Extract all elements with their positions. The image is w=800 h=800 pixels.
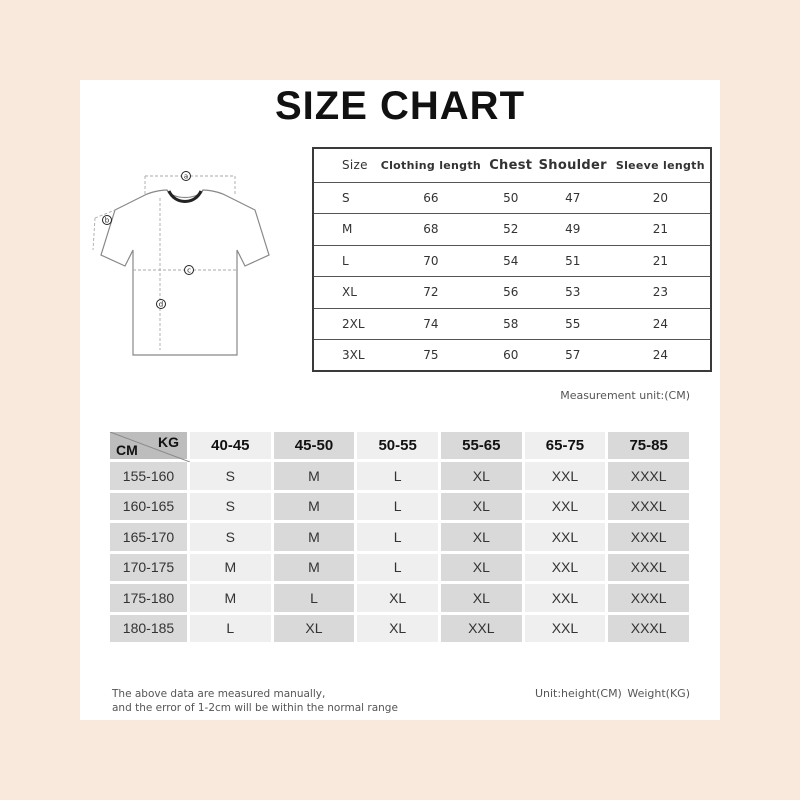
header-sleeve-length: Sleeve length bbox=[615, 158, 705, 172]
value-cell: 24 bbox=[611, 340, 711, 372]
size-cell: XL bbox=[313, 277, 375, 309]
size-cell: XXXL bbox=[608, 584, 692, 615]
grid-row bbox=[110, 462, 692, 493]
value-cell: 58 bbox=[487, 308, 535, 340]
footer-unit-note: Unit:height(CM) Weight(KG) bbox=[534, 687, 690, 700]
size-cell: XXL bbox=[525, 462, 609, 493]
size-cell: S bbox=[190, 523, 274, 554]
weight-header-row bbox=[110, 432, 692, 462]
size-cell: XXXL bbox=[608, 493, 692, 524]
size-cell: XL bbox=[357, 584, 441, 615]
value-cell: 20 bbox=[611, 182, 711, 214]
size-cell: S bbox=[190, 462, 274, 493]
value-cell: 21 bbox=[611, 245, 711, 277]
value-cell: 60 bbox=[487, 340, 535, 372]
size-cell: 2XL bbox=[313, 308, 375, 340]
measurement-table bbox=[312, 147, 712, 372]
size-cell: M bbox=[190, 584, 274, 615]
header-shoulder: Shoulder bbox=[538, 157, 607, 173]
size-cell: XL bbox=[441, 584, 525, 615]
value-cell: 52 bbox=[487, 214, 535, 246]
value-cell: 70 bbox=[375, 245, 487, 277]
size-cell: L bbox=[357, 523, 441, 554]
size-cell: XL bbox=[274, 615, 358, 646]
size-cell: S bbox=[190, 493, 274, 524]
diagram-label-b: b bbox=[104, 216, 110, 225]
weight-header: 55-65 bbox=[441, 432, 525, 462]
value-cell: 47 bbox=[535, 182, 611, 214]
value-cell: 72 bbox=[375, 277, 487, 309]
measurement-row bbox=[313, 308, 711, 340]
value-cell: 56 bbox=[487, 277, 535, 309]
measurement-row bbox=[313, 340, 711, 372]
measurement-row bbox=[313, 182, 711, 214]
value-cell: 50 bbox=[487, 182, 535, 214]
measurement-row bbox=[313, 245, 711, 277]
weight-header: 40-45 bbox=[190, 432, 274, 462]
size-cell: XL bbox=[357, 615, 441, 646]
size-cell: M bbox=[190, 554, 274, 585]
size-cell: XXL bbox=[525, 584, 609, 615]
size-cell: XXL bbox=[525, 523, 609, 554]
size-cell: XXL bbox=[441, 615, 525, 646]
grid-corner bbox=[110, 432, 190, 462]
header-clothing-length: Clothing length bbox=[380, 158, 482, 172]
weight-header: 50-55 bbox=[357, 432, 441, 462]
value-cell: 54 bbox=[487, 245, 535, 277]
value-cell: 74 bbox=[375, 308, 487, 340]
size-cell: XXL bbox=[525, 493, 609, 524]
value-cell: 75 bbox=[375, 340, 487, 372]
grid-row bbox=[110, 615, 692, 646]
measurement-unit-note: Measurement unit:(CM) bbox=[560, 389, 690, 402]
size-cell: M bbox=[274, 493, 358, 524]
size-cell: XL bbox=[441, 523, 525, 554]
value-cell: 51 bbox=[535, 245, 611, 277]
size-cell: L bbox=[357, 462, 441, 493]
size-cell: XL bbox=[441, 554, 525, 585]
value-cell: 66 bbox=[375, 182, 487, 214]
size-cell: L bbox=[357, 493, 441, 524]
grid-row bbox=[110, 584, 692, 615]
size-cell: XXXL bbox=[608, 554, 692, 585]
size-cell: M bbox=[313, 214, 375, 246]
footer-note-line-1: The above data are measured manually, bbox=[112, 688, 326, 700]
page-title: SIZE CHART bbox=[275, 84, 525, 128]
size-cell: XXL bbox=[525, 615, 609, 646]
height-weight-grid bbox=[110, 432, 692, 645]
weight-header: 45-50 bbox=[274, 432, 358, 462]
size-cell: XXXL bbox=[608, 523, 692, 554]
diagram-label-c: c bbox=[187, 266, 191, 275]
height-cell: 175-180 bbox=[110, 584, 190, 615]
size-cell: S bbox=[313, 182, 375, 214]
grid-row bbox=[110, 523, 692, 554]
weight-header: 65-75 bbox=[525, 432, 609, 462]
size-cell: M bbox=[274, 523, 358, 554]
size-cell: M bbox=[274, 554, 358, 585]
value-cell: 53 bbox=[535, 277, 611, 309]
weight-header: 75-85 bbox=[608, 432, 692, 462]
size-cell: L bbox=[274, 584, 358, 615]
value-cell: 68 bbox=[375, 214, 487, 246]
size-cell: XXXL bbox=[608, 615, 692, 646]
measurement-row bbox=[313, 214, 711, 246]
tshirt-diagram bbox=[85, 160, 285, 370]
size-cell: XXL bbox=[525, 554, 609, 585]
diagram-label-d: d bbox=[158, 300, 164, 309]
diagram-label-a: a bbox=[183, 172, 189, 181]
size-cell: XL bbox=[441, 462, 525, 493]
height-cell: 165-170 bbox=[110, 523, 190, 554]
height-cell: 155-160 bbox=[110, 462, 190, 493]
value-cell: 23 bbox=[611, 277, 711, 309]
measurement-header-row bbox=[313, 148, 711, 182]
size-cell: XXXL bbox=[608, 462, 692, 493]
header-size: Size bbox=[342, 158, 368, 173]
value-cell: 21 bbox=[611, 214, 711, 246]
corner-kg-label: KG bbox=[158, 434, 179, 450]
header-chest: Chest bbox=[489, 157, 533, 173]
footer-note-line-2: and the error of 1-2cm will be within the normal range bbox=[112, 702, 398, 714]
value-cell: 55 bbox=[535, 308, 611, 340]
size-cell: M bbox=[274, 462, 358, 493]
height-cell: 180-185 bbox=[110, 615, 190, 646]
size-cell: L bbox=[357, 554, 441, 585]
corner-cm-label: CM bbox=[116, 442, 138, 458]
value-cell: 49 bbox=[535, 214, 611, 246]
height-cell: 170-175 bbox=[110, 554, 190, 585]
value-cell: 57 bbox=[535, 340, 611, 372]
footer-note bbox=[112, 687, 398, 715]
grid-row bbox=[110, 554, 692, 585]
grid-row bbox=[110, 493, 692, 524]
size-cell: L bbox=[190, 615, 274, 646]
height-cell: 160-165 bbox=[110, 493, 190, 524]
measurement-row bbox=[313, 277, 711, 309]
size-cell: L bbox=[313, 245, 375, 277]
size-cell: XL bbox=[441, 493, 525, 524]
value-cell: 24 bbox=[611, 308, 711, 340]
size-cell: 3XL bbox=[313, 340, 375, 372]
